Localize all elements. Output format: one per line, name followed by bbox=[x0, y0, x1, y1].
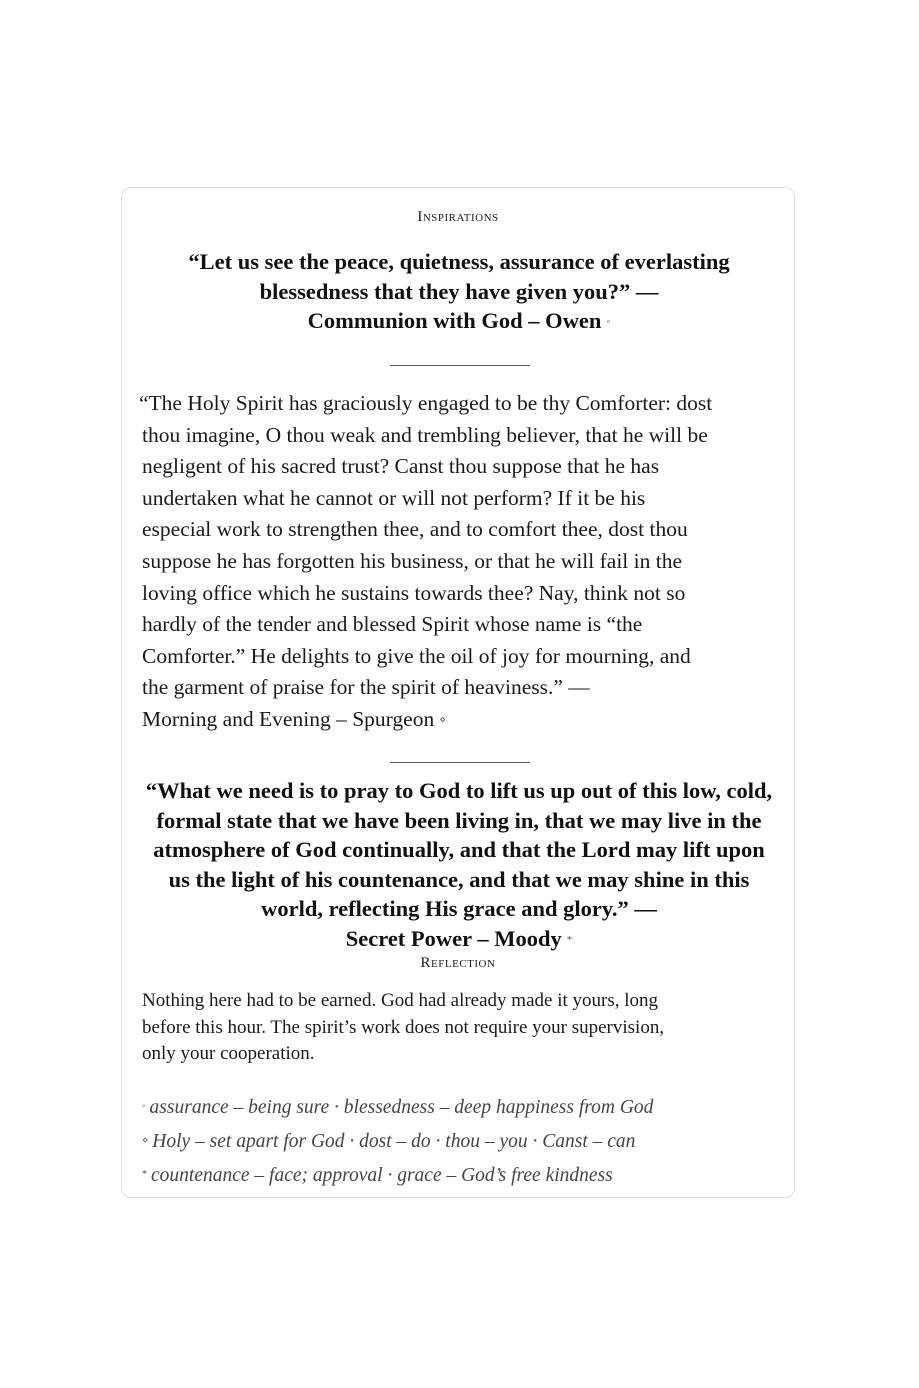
reflection-line: before this hour. The spirit’s work does not require your supervision, bbox=[142, 1016, 665, 1038]
quote-owen-attribution: Communion with God – Owen bbox=[307, 308, 602, 333]
reflection-line: only your cooperation. bbox=[142, 1043, 315, 1065]
quote-moody-attribution: Secret Power – Moody bbox=[345, 925, 562, 951]
section-title-inspirations: Inspirations bbox=[417, 209, 499, 225]
glossary-entry bbox=[142, 1124, 782, 1158]
section-divider bbox=[390, 365, 530, 366]
section-divider bbox=[390, 762, 530, 763]
glossary-text: assurance – being sure · blessedness – deep happiness from God bbox=[149, 1097, 654, 1118]
quote-spurgeon-line: loving office which he sustains towards thee? Nay, think not so bbox=[142, 580, 686, 605]
reflection-text bbox=[142, 988, 782, 1068]
quote-spurgeon-line: “The Holy Spirit has graciously engaged to be thy Comforter: dost bbox=[139, 391, 713, 415]
quote-spurgeon-line: thou imagine, O thou weak and trembling believer, that he will be bbox=[142, 422, 708, 447]
quote-spurgeon-line: especial work to strengthen thee, and to comfort thee, dost thou bbox=[142, 517, 688, 542]
quote-spurgeon-line: hardly of the tender and blessed Spirit whose name is “the bbox=[142, 612, 643, 637]
footnote-marker-diamond: ⋄ bbox=[439, 713, 447, 726]
quote-spurgeon-line: the garment of praise for the spirit of heaviness.” — bbox=[142, 675, 590, 700]
glossary-entry bbox=[142, 1158, 782, 1192]
glossary-text: countenance – face; approval · grace – God’s free kindness bbox=[151, 1165, 613, 1186]
footnote-marker-circle: ◦ bbox=[606, 316, 611, 328]
quote-spurgeon-line: negligent of his sacred trust? Canst thou suppose that he has bbox=[142, 454, 660, 479]
reflection-line: Nothing here had to be earned. God had already made it yours, long bbox=[142, 990, 659, 1011]
quote-moody bbox=[142, 776, 776, 955]
footnote-marker-asterisk: * bbox=[566, 933, 573, 946]
glossary-marker-circle: ◦ bbox=[142, 1101, 146, 1112]
quote-spurgeon-line: suppose he has forgotten his business, or that he will fail in the bbox=[142, 548, 683, 573]
section-title-reflection: Reflection bbox=[420, 955, 496, 971]
quote-owen-attribution-line bbox=[142, 306, 776, 338]
quote-spurgeon-line: Comforter.” He delights to give the oil of joy for mourning, and bbox=[142, 643, 691, 668]
quote-moody-text: “What we need is to pray to God to lift us up out of this low, cold, formal state that we have been living in, that we may live in the atmosphere of God continually, and that the Lord may lift upon us the light of his countenance, and that we may shine in this world, reflecting His grace and glory.” — bbox=[145, 778, 773, 921]
quote-owen bbox=[142, 247, 776, 338]
devotional-card bbox=[121, 187, 795, 1198]
quote-spurgeon-attribution: Morning and Evening – Spurgeon bbox=[142, 706, 435, 731]
glossary-text: Holy – set apart for God · dost – do · thou – you · Canst – can bbox=[152, 1131, 636, 1152]
glossary bbox=[142, 1090, 782, 1192]
quote-spurgeon bbox=[139, 388, 782, 737]
glossary-marker-asterisk: * bbox=[142, 1169, 147, 1180]
quote-moody-attribution-line bbox=[142, 924, 776, 956]
quote-spurgeon-line: undertaken what he cannot or will not perform? If it be his bbox=[142, 485, 646, 510]
glossary-marker-diamond: ⋄ bbox=[142, 1135, 149, 1146]
quote-spurgeon-attribution-line bbox=[142, 704, 782, 737]
quote-owen-text: “Let us see the peace, quietness, assurance of everlasting blessedness that they have given you?” — bbox=[188, 249, 730, 304]
glossary-entry bbox=[142, 1090, 782, 1124]
